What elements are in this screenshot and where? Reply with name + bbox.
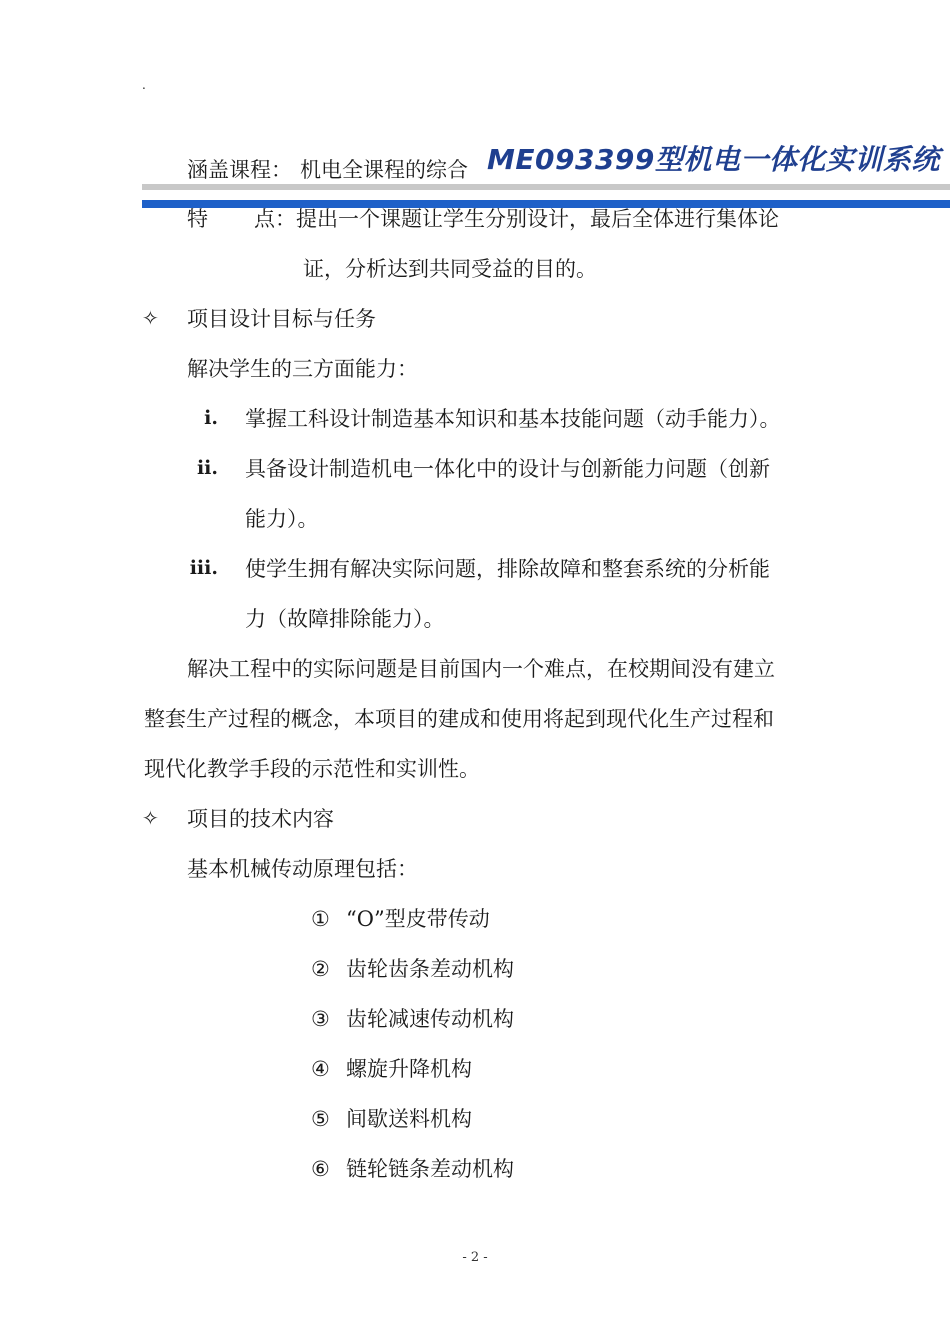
mechanism-text-1: “O”型皮带传动 [346,907,490,931]
ability-line-3a: 使学生拥有解决实际问题，排除故障和整套系统的分析能 [245,557,770,581]
ability-line-3b: 力（故障排除能力）。 [245,607,445,631]
ability-line-2a: 具备设计制造机电一体化中的设计与创新能力问题（创新 [245,457,770,481]
mechanism-num-3: ③ [311,1007,330,1031]
mechanism-text-3: 齿轮减速传动机构 [346,1007,514,1031]
mechanism-num-1: ① [311,907,330,931]
section1-bullet-icon: ✧ [142,306,159,330]
mechanism-num-4: ④ [311,1057,330,1081]
course-label: 涵盖课程： [187,158,292,182]
feature-label-2: 点： [254,207,296,231]
ability-num-1: i. [204,407,218,429]
mechanism-num-6: ⑥ [311,1157,330,1181]
page-number: - 2 - [462,1250,488,1265]
feature-label-1: 特 [187,207,208,231]
banner-title: ME093399型机电一体化实训系统 [487,143,940,176]
mechanism-text-4: 螺旋升降机构 [346,1057,472,1081]
section2-bullet-icon: ✧ [142,806,159,830]
ability-line-2b: 能力）。 [245,507,319,531]
header-rule-gray [142,184,950,190]
mechanism-text-2: 齿轮齿条差动机构 [346,957,514,981]
section1-para-line-1: 解决工程中的实际问题是目前国内一个难点，在校期间没有建立 [187,657,775,681]
section1-intro: 解决学生的三方面能力： [187,357,418,381]
section1-title: 项目设计目标与任务 [187,307,376,331]
ability-line-1: 掌握工科设计制造基本知识和基本技能问题（动手能力）。 [245,407,781,431]
mechanism-num-2: ② [311,957,330,981]
header-dot: . [142,78,146,92]
mechanism-text-5: 间歇送料机构 [346,1107,472,1131]
feature-line-1: 提出一个课题让学生分别设计，最后全体进行集体论 [296,207,779,231]
section2-title: 项目的技术内容 [187,807,334,831]
course-value: 机电全课程的综合 [300,158,468,182]
section2-intro: 基本机械传动原理包括： [187,857,418,881]
section1-para-line-3: 现代化教学手段的示范性和实训性。 [144,757,480,781]
ability-num-3: iii. [189,557,218,579]
section1-para-line-2: 整套生产过程的概念，本项目的建成和使用将起到现代化生产过程和 [144,707,774,731]
ability-num-2: ii. [196,457,218,479]
mechanism-text-6: 链轮链条差动机构 [346,1157,514,1181]
mechanism-num-5: ⑤ [311,1107,330,1131]
feature-line-2: 证，分析达到共同受益的目的。 [303,257,597,281]
